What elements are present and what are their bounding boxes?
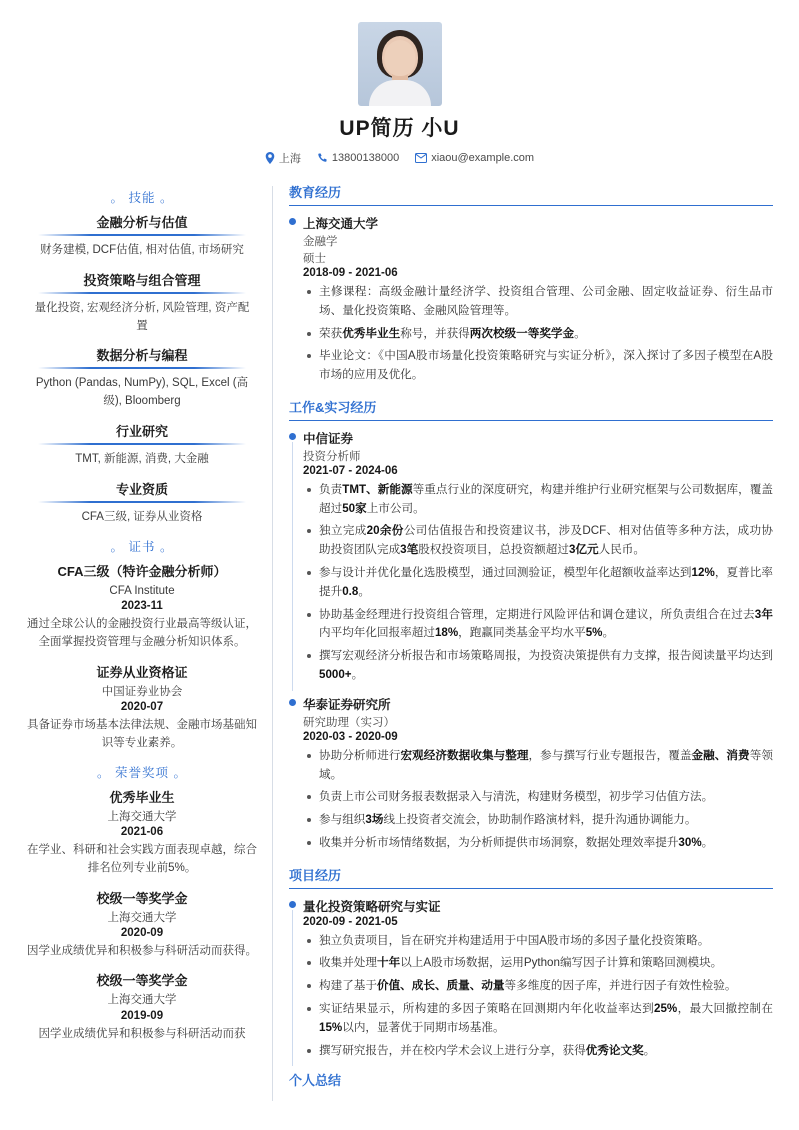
work-role: 投资分析师: [303, 450, 361, 463]
work-company: 中信证券: [303, 431, 354, 446]
avatar: [358, 22, 442, 106]
award-desc: 因学业成绩优异和积极参与科研活动而获得。: [27, 945, 257, 958]
award-date: 2019-09: [120, 1009, 164, 1022]
contact-email-text: xiaou@example.com: [431, 152, 535, 164]
skill-group-text: TMT, 新能源, 消费, 大金融: [75, 453, 209, 466]
list-item: 负责TMT、新能源等重点行业的深度研究，构建并维护行业研究框架与公司数据库，覆盖超过50家上市公司。: [303, 481, 773, 519]
certificate-desc: 具备证券市场基本法律法规、金融市场基础知识等专业素养。: [27, 718, 257, 750]
contact-phone: [317, 152, 399, 164]
education-section: [289, 182, 773, 385]
rule: [38, 367, 246, 369]
skill-group-text: Python (Pandas, NumPy), SQL, Excel (高级), Bloomberg: [35, 377, 249, 408]
projects-heading: 项目经历: [289, 865, 773, 889]
list-item: 荣获优秀毕业生称号，并获得两次校级一等奖学金。: [303, 325, 773, 344]
list-item: 参与设计并优化量化选股模型，通过回测验证，模型年化超额收益率达到12%，夏普比率提升0.8。: [303, 564, 773, 602]
skill-group-name: 专业资质: [115, 481, 168, 497]
skill-group: [26, 212, 258, 260]
work-entry: [289, 429, 773, 685]
work-points: [303, 747, 773, 853]
award-name: 校级一等奖学金: [96, 890, 188, 906]
skill-group-name: 数据分析与编程: [96, 348, 188, 364]
phone-icon: [317, 153, 328, 164]
list-item: 构建了基于价值、成长、质量、动量等多维度的因子库，并进行因子有效性检验。: [303, 977, 773, 996]
certificate-item: [26, 561, 258, 652]
avatar-face: [384, 40, 415, 76]
project-date: 2020-09 - 2021-05: [303, 915, 398, 928]
list-item: 撰写宏观经济分析报告和市场策略周报，为投资决策提供有力支撑，报告阅读量平均达到5000+。: [303, 647, 773, 685]
certificate-org: 中国证券业协会: [101, 685, 183, 698]
certificate-desc: 通过全球公认的金融投资行业最高等级认证，全面掌握投资管理与金融分析知识体系。: [27, 617, 257, 649]
award-desc: 在学业、科研和社会实践方面表现卓越，综合排名位列专业前5%。: [27, 844, 257, 875]
list-item: 负责上市公司财务报表数据录入与清洗，构建财务模型，初步学习估值方法。: [303, 788, 773, 807]
work-company: 华泰证券研究所: [303, 697, 391, 712]
contact-email: [415, 152, 534, 164]
page-title: UP简历 小U: [339, 117, 460, 140]
work-heading: 工作&实习经历: [289, 397, 773, 421]
projects-section: [289, 865, 773, 1090]
resume-header: [26, 22, 773, 172]
skill-group-text: 财务建模, DCF估值, 相对估值, 市场研究: [40, 244, 244, 256]
award-date: 2021-06: [120, 826, 164, 838]
skill-group: [26, 270, 258, 336]
contact-list: [26, 150, 773, 166]
list-item: 毕业论文：《中国A股市场量化投资策略研究与实证分析》，深入探讨了多因子模型在A股市场的应用及优化。: [303, 347, 773, 385]
skill-group-name: 投资策略与组合管理: [83, 272, 201, 288]
rule: [38, 501, 246, 503]
mail-icon: [415, 153, 427, 163]
rule: [38, 443, 246, 445]
project-name: 量化投资策略研究与实证: [303, 899, 441, 914]
list-item: 独立完成20余份公司估值报告和投资建议书，涉及DCF、相对估值等多种方法，成功协助投资团队完成3笔股权投资项目，总投资额超过3亿元人民币。: [303, 522, 773, 560]
skill-group-text: CFA三级, 证券从业资格: [81, 510, 203, 523]
location-icon: [265, 152, 275, 164]
rule: [38, 292, 246, 294]
certificate-org: CFA Institute: [109, 584, 175, 597]
education-degree: 硕士: [303, 253, 326, 265]
list-item: 协助分析师进行宏观经济数据收集与整理，参与撰写行业专题报告，覆盖金融、消费等领域。: [303, 747, 773, 785]
work-entry: [289, 695, 773, 853]
list-item: 参与组织3场线上投资者交流会，协助制作路演材料，提升沟通协调能力。: [303, 811, 773, 830]
skill-group: [26, 421, 258, 469]
skills-section-title: 。 技能 。: [110, 191, 174, 205]
award-desc: 因学业成绩优异和积极参与科研活动而获: [38, 1027, 246, 1040]
work-role: 研究助理（实习）: [303, 716, 395, 729]
certificate-item: [26, 662, 258, 753]
award-org: 上海交通大学: [107, 810, 177, 823]
skill-group-name: 行业研究: [115, 424, 168, 440]
skill-group-text: 量化投资, 宏观经济分析, 风险管理, 资产配置: [34, 301, 250, 332]
resume-columns: [26, 182, 773, 1101]
project-entry: [289, 897, 773, 1061]
work-section: [289, 397, 773, 853]
certificate-name: CFA三级（特许金融分析师）: [57, 563, 227, 579]
award-name: 优秀毕业生: [109, 789, 175, 805]
certificate-name: 证券从业资格证: [96, 664, 188, 680]
skill-group: [26, 479, 258, 527]
contact-location-text: 上海: [278, 153, 301, 165]
awards-section-title: 。 荣誉奖项 。: [97, 765, 187, 780]
education-date: 2018-09 - 2021-06: [303, 267, 398, 279]
work-date: 2021-07 - 2024-06: [303, 464, 398, 477]
certificate-date: 2020-07: [120, 700, 164, 713]
award-item: [26, 970, 258, 1043]
skill-group: [26, 345, 258, 411]
project-points: [303, 932, 773, 1061]
work-points: [303, 481, 773, 685]
summary-heading-partial: 个人总结: [289, 1073, 342, 1089]
education-heading: 教育经历: [289, 182, 773, 206]
award-org: 上海交通大学: [107, 911, 177, 924]
list-item: 实证结果显示，所构建的多因子策略在回测期内年化收益率达到25%，最大回撤控制在15%以内，显著优于同期市场基准。: [303, 1000, 773, 1038]
award-date: 2020-09: [120, 927, 164, 940]
award-org: 上海交通大学: [107, 994, 177, 1007]
award-item: [26, 787, 258, 878]
list-item: 协助基金经理进行投资组合管理，定期进行风险评估和调仓建议，所负责组合在过去3年内平均年化回报率超过18%，跑赢同类基金平均水平5%。: [303, 606, 773, 644]
list-item: 收集并处理十年以上A股市场数据，运用Python编写因子计算和策略回测模块。: [303, 954, 773, 973]
education-school: 上海交通大学: [303, 217, 379, 231]
education-entry: [289, 214, 773, 385]
list-item: 主修课程：高级金融计量经济学、投资组合管理、公司金融、固定收益证券、衍生品市场、量化投资策略、金融风险管理等。: [303, 283, 773, 321]
education-major: 金融学: [303, 236, 338, 248]
certificates-section-title: 。 证书 。: [110, 539, 174, 554]
avatar-body: [369, 80, 431, 106]
award-name: 校级一等奖学金: [96, 973, 188, 989]
contact-location: [265, 150, 301, 166]
list-item: 收集并分析市场情绪数据，为分析师提供市场洞察，数据处理效率提升30%。: [303, 834, 773, 853]
list-item: 独立负责项目，旨在研究并构建适用于中国A股市场的多因子量化投资策略。: [303, 932, 773, 951]
education-points: [303, 283, 773, 385]
work-date: 2020-03 - 2020-09: [303, 730, 398, 743]
contact-phone-text: 13800138000: [331, 152, 400, 164]
award-item: [26, 888, 258, 961]
right-column: [273, 182, 773, 1101]
left-column: [26, 182, 272, 1053]
rule: [38, 234, 246, 236]
list-item: 撰写研究报告，并在校内学术会议上进行分享，获得优秀论文奖。: [303, 1042, 773, 1061]
skill-group-name: 金融分析与估值: [96, 215, 188, 230]
certificate-date: 2023-11: [121, 599, 163, 612]
